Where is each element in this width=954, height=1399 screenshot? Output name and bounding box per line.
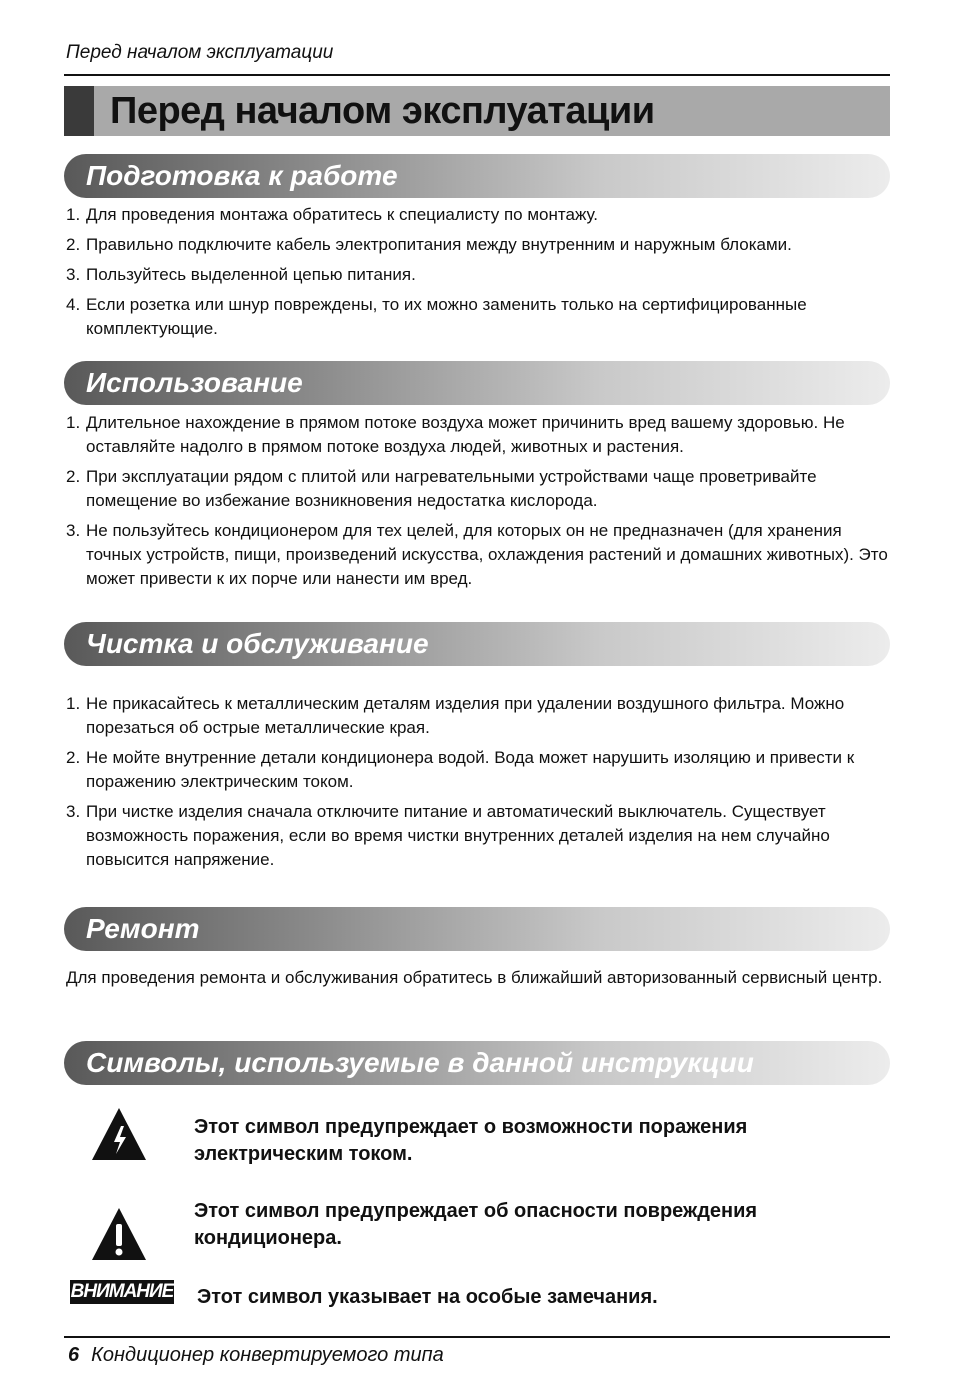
section-title: Использование (86, 367, 303, 398)
section-header-symbols (64, 1041, 890, 1085)
list-item: 3. Пользуйтесь выделенной цепью питания. (66, 265, 416, 284)
footer-text: Кондиционер конвертируемого типа (91, 1344, 444, 1366)
cleaning-list (64, 692, 894, 878)
list-item: 1. Длительное нахождение в прямом потоке воздуха может причинить вред вашему здоровью. Не оставляйте надолго в прямом потоке воздуха людей, животных и растения. (66, 413, 845, 456)
section-header-preparation (64, 154, 890, 198)
section-title: Ремонт (86, 913, 200, 944)
header-divider (64, 74, 890, 76)
section-header-repair (64, 907, 890, 951)
section-title: Символы, используемые в данной инструкции (86, 1047, 754, 1078)
list-item: 2. При эксплуатации рядом с плитой или нагревательными устройствами чаще проветривайте помещение во избежание возникновения недостатка кислорода. (66, 467, 817, 510)
list-item: 1. Для проведения монтажа обратитесь к специалисту по монтажу. (66, 205, 599, 224)
page-footer (68, 1344, 444, 1367)
notice-badge: ВНИМАНИЕ (70, 1281, 174, 1302)
list-item: 2. Правильно подключите кабель электропитания между внутренним и наружным блоками. (66, 235, 792, 254)
repair-text: Для проведения ремонта и обслуживания обратитесь в ближайший авторизованный сервисный центр. (66, 968, 883, 987)
list-item: 3. Не пользуйтесь кондиционером для тех целей, для которых он не предназначен (для хранения точных устройств, пищи, произведений искусства, охлаждения растений и домашних животных). Это может привести к их порче или нанести им вред. (66, 521, 888, 588)
list-item: 3. При чистке изделия сначала отключите питание и автоматический выключатель. Существует возможность поражения, если во время чистки внутренних деталей изделия на нем случайно повысится напряжение. (66, 802, 830, 869)
symbol-description: Этот символ предупреждает о возможности поражения электрическим током. (194, 1116, 748, 1165)
section-header-cleaning (64, 622, 890, 666)
electric-shock-warning-icon (90, 1106, 148, 1162)
section-header-usage (64, 361, 890, 405)
exclamation-warning-icon (90, 1206, 148, 1262)
preparation-list (64, 203, 894, 347)
list-item: 2. Не мойте внутренние детали кондиционера водой. Вода может нарушить изоляцию и привести к поражению электрическим током. (66, 748, 855, 791)
symbol-row-caution (64, 1200, 890, 1266)
page-title-bar (64, 86, 890, 136)
section-title: Чистка и обслуживание (86, 628, 429, 659)
running-header: Перед началом эксплуатации (66, 42, 334, 63)
page-title: Перед началом эксплуатации (110, 90, 655, 132)
page-number: 6 (68, 1344, 80, 1366)
section-title: Подготовка к работе (86, 160, 398, 191)
footer-divider (64, 1336, 890, 1338)
symbol-row-electric (64, 1106, 890, 1166)
list-item: 4. Если розетка или шнур повреждены, то их можно заменить только на сертифицированные комплектующие. (66, 295, 807, 338)
notice-description: Этот символ указывает на особые замечания. (197, 1286, 658, 1308)
usage-list (64, 411, 894, 597)
symbol-description: Этот символ предупреждает об опасности повреждения кондиционера. (194, 1200, 758, 1249)
title-accent-block (64, 86, 94, 136)
list-item: 1. Не прикасайтесь к металлическим деталям изделия при удалении воздушного фильтра. Можно порезаться об острые металлические края. (66, 694, 845, 737)
